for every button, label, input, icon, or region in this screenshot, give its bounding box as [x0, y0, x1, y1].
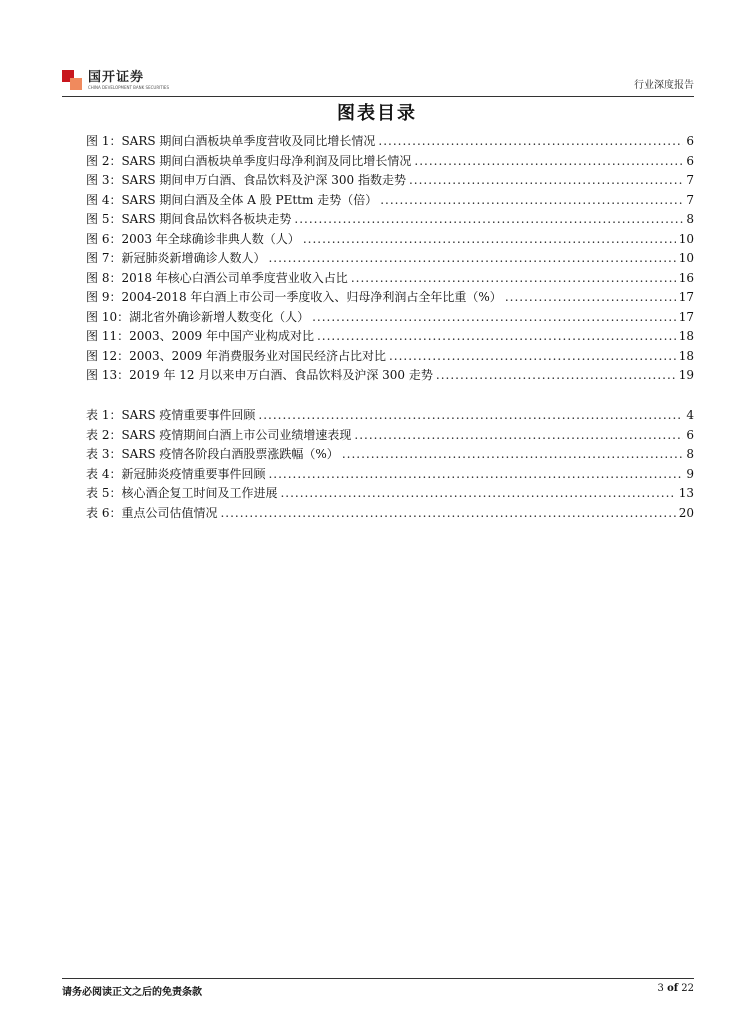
- table-entry-page: 20: [678, 505, 694, 520]
- figure-entry[interactable]: [86, 191, 694, 211]
- dot-leader: [294, 210, 683, 230]
- dot-leader: [436, 366, 676, 386]
- figure-entry-page: 7: [686, 173, 694, 187]
- figure-entry[interactable]: [86, 152, 694, 172]
- dot-leader: [220, 504, 675, 524]
- dot-leader: [312, 308, 676, 328]
- dot-leader: [354, 426, 683, 446]
- dot-leader: [317, 327, 676, 347]
- dot-leader: [414, 152, 683, 172]
- figure-entry[interactable]: [86, 210, 694, 230]
- figure-entry-page: 6: [686, 153, 694, 168]
- figure-entry[interactable]: [86, 347, 694, 367]
- table-entry-page: 4: [686, 408, 694, 422]
- table-entry[interactable]: [86, 504, 694, 524]
- figure-entry[interactable]: [86, 230, 694, 250]
- dot-leader: [342, 445, 684, 465]
- table-entry-label: 表 6：重点公司估值情况: [86, 505, 218, 520]
- logo-name-en: CHINA DEVELOPMENT BANK SECURITIES: [88, 84, 169, 90]
- figure-entry-page: 16: [678, 270, 694, 285]
- table-entry[interactable]: [86, 484, 694, 504]
- figure-entry-page: 10: [678, 231, 694, 246]
- figure-list: [86, 132, 694, 386]
- table-entry-label: 表 2：SARS 疫情期间白酒上市公司业绩增速表现: [86, 427, 352, 442]
- footer-divider: [62, 978, 694, 979]
- table-entry[interactable]: [86, 465, 694, 485]
- dot-leader: [409, 171, 683, 191]
- page-of: of: [667, 983, 679, 994]
- figure-entry[interactable]: [86, 132, 694, 152]
- figure-entry-page: 17: [678, 290, 694, 304]
- disclaimer-note: 请务必阅读正文之后的免责条款: [62, 987, 202, 998]
- table-entry-page: 8: [686, 447, 694, 461]
- figure-entry-label: 图 5：SARS 期间食品饮料各板块走势: [86, 212, 292, 226]
- figure-entry[interactable]: [86, 171, 694, 191]
- figure-entry-label: 图 9：2004-2018 年白酒上市公司一季度收入、归母净利润占全年比重（%）: [86, 290, 502, 304]
- figure-entry-label: 图 7：新冠肺炎新增确诊人数人）: [86, 251, 266, 265]
- dot-leader: [268, 465, 683, 485]
- dot-leader: [351, 269, 676, 289]
- figure-entry[interactable]: [86, 249, 694, 269]
- figure-entry-page: 19: [678, 368, 694, 382]
- table-entry-page: 13: [678, 486, 694, 500]
- table-entry-label: 表 4：新冠肺炎疫情重要事件回顾: [86, 466, 266, 481]
- figure-entry[interactable]: [86, 327, 694, 347]
- dot-leader: [303, 230, 676, 250]
- table-list: [86, 406, 694, 523]
- header-divider: [62, 96, 694, 97]
- figure-entry-page: 6: [686, 134, 694, 148]
- table-entry-label: 表 3：SARS 疫情各阶段白酒股票涨跌幅（%）: [86, 447, 339, 461]
- table-entry[interactable]: [86, 406, 694, 426]
- page-current: 3: [657, 983, 664, 994]
- logo-mark-icon: [62, 70, 82, 90]
- figure-entry-label: 图 13：2019 年 12 月以来申万白酒、食品饮料及沪深 300 走势: [86, 368, 433, 382]
- dot-leader: [258, 406, 683, 426]
- dot-leader: [389, 347, 676, 367]
- figure-entry[interactable]: [86, 288, 694, 308]
- logo-name-cn: 国开证券: [88, 69, 145, 85]
- figure-entry-page: 8: [686, 212, 694, 226]
- figure-entry-page: 18: [678, 329, 694, 343]
- figure-entry-label: 图 12：2003、2009 年消费服务业对国民经济占比对比: [86, 348, 386, 363]
- page-total: 22: [681, 983, 694, 994]
- figure-entry-label: 图 10：湖北省外确诊新增人数变化（人）: [86, 309, 310, 324]
- figure-entry-page: 18: [678, 348, 694, 363]
- figure-entry[interactable]: [86, 308, 694, 328]
- toc-title: 图表目录: [337, 103, 417, 124]
- figure-entry-page: 10: [678, 251, 694, 265]
- figure-entry-page: 7: [686, 192, 694, 207]
- company-logo: [62, 68, 169, 92]
- dot-leader: [505, 288, 676, 308]
- table-entry[interactable]: [86, 426, 694, 446]
- report-type-label: 行业深度报告: [634, 80, 694, 91]
- dot-leader: [280, 484, 675, 504]
- page-number: [658, 983, 694, 994]
- figure-entry-label: 图 2：SARS 期间白酒板块单季度归母净利润及同比增长情况: [86, 153, 412, 168]
- figure-entry[interactable]: [86, 366, 694, 386]
- dot-leader: [268, 249, 675, 269]
- figure-entry-label: 图 11：2003、2009 年中国产业构成对比: [86, 329, 314, 343]
- table-entry-page: 6: [686, 427, 694, 442]
- dot-leader: [380, 191, 683, 211]
- figure-entry-label: 图 4：SARS 期间白酒及全体 A 股 PEttm 走势（倍）: [86, 192, 378, 207]
- table-entry[interactable]: [86, 445, 694, 465]
- figure-entry-label: 图 8：2018 年核心白酒公司单季度营业收入占比: [86, 270, 348, 285]
- figure-entry-label: 图 6：2003 年全球确诊非典人数（人）: [86, 231, 300, 246]
- page-header: [62, 62, 694, 92]
- table-entry-page: 9: [686, 466, 694, 481]
- figure-entry[interactable]: [86, 269, 694, 289]
- table-entry-label: 表 1：SARS 疫情重要事件回顾: [86, 408, 256, 422]
- figure-entry-label: 图 1：SARS 期间白酒板块单季度营收及同比增长情况: [86, 134, 376, 148]
- figure-entry-label: 图 3：SARS 期间申万白酒、食品饮料及沪深 300 指数走势: [86, 173, 406, 187]
- figure-entry-page: 17: [678, 309, 694, 324]
- table-entry-label: 表 5：核心酒企复工时间及工作进展: [86, 486, 278, 500]
- dot-leader: [378, 132, 683, 152]
